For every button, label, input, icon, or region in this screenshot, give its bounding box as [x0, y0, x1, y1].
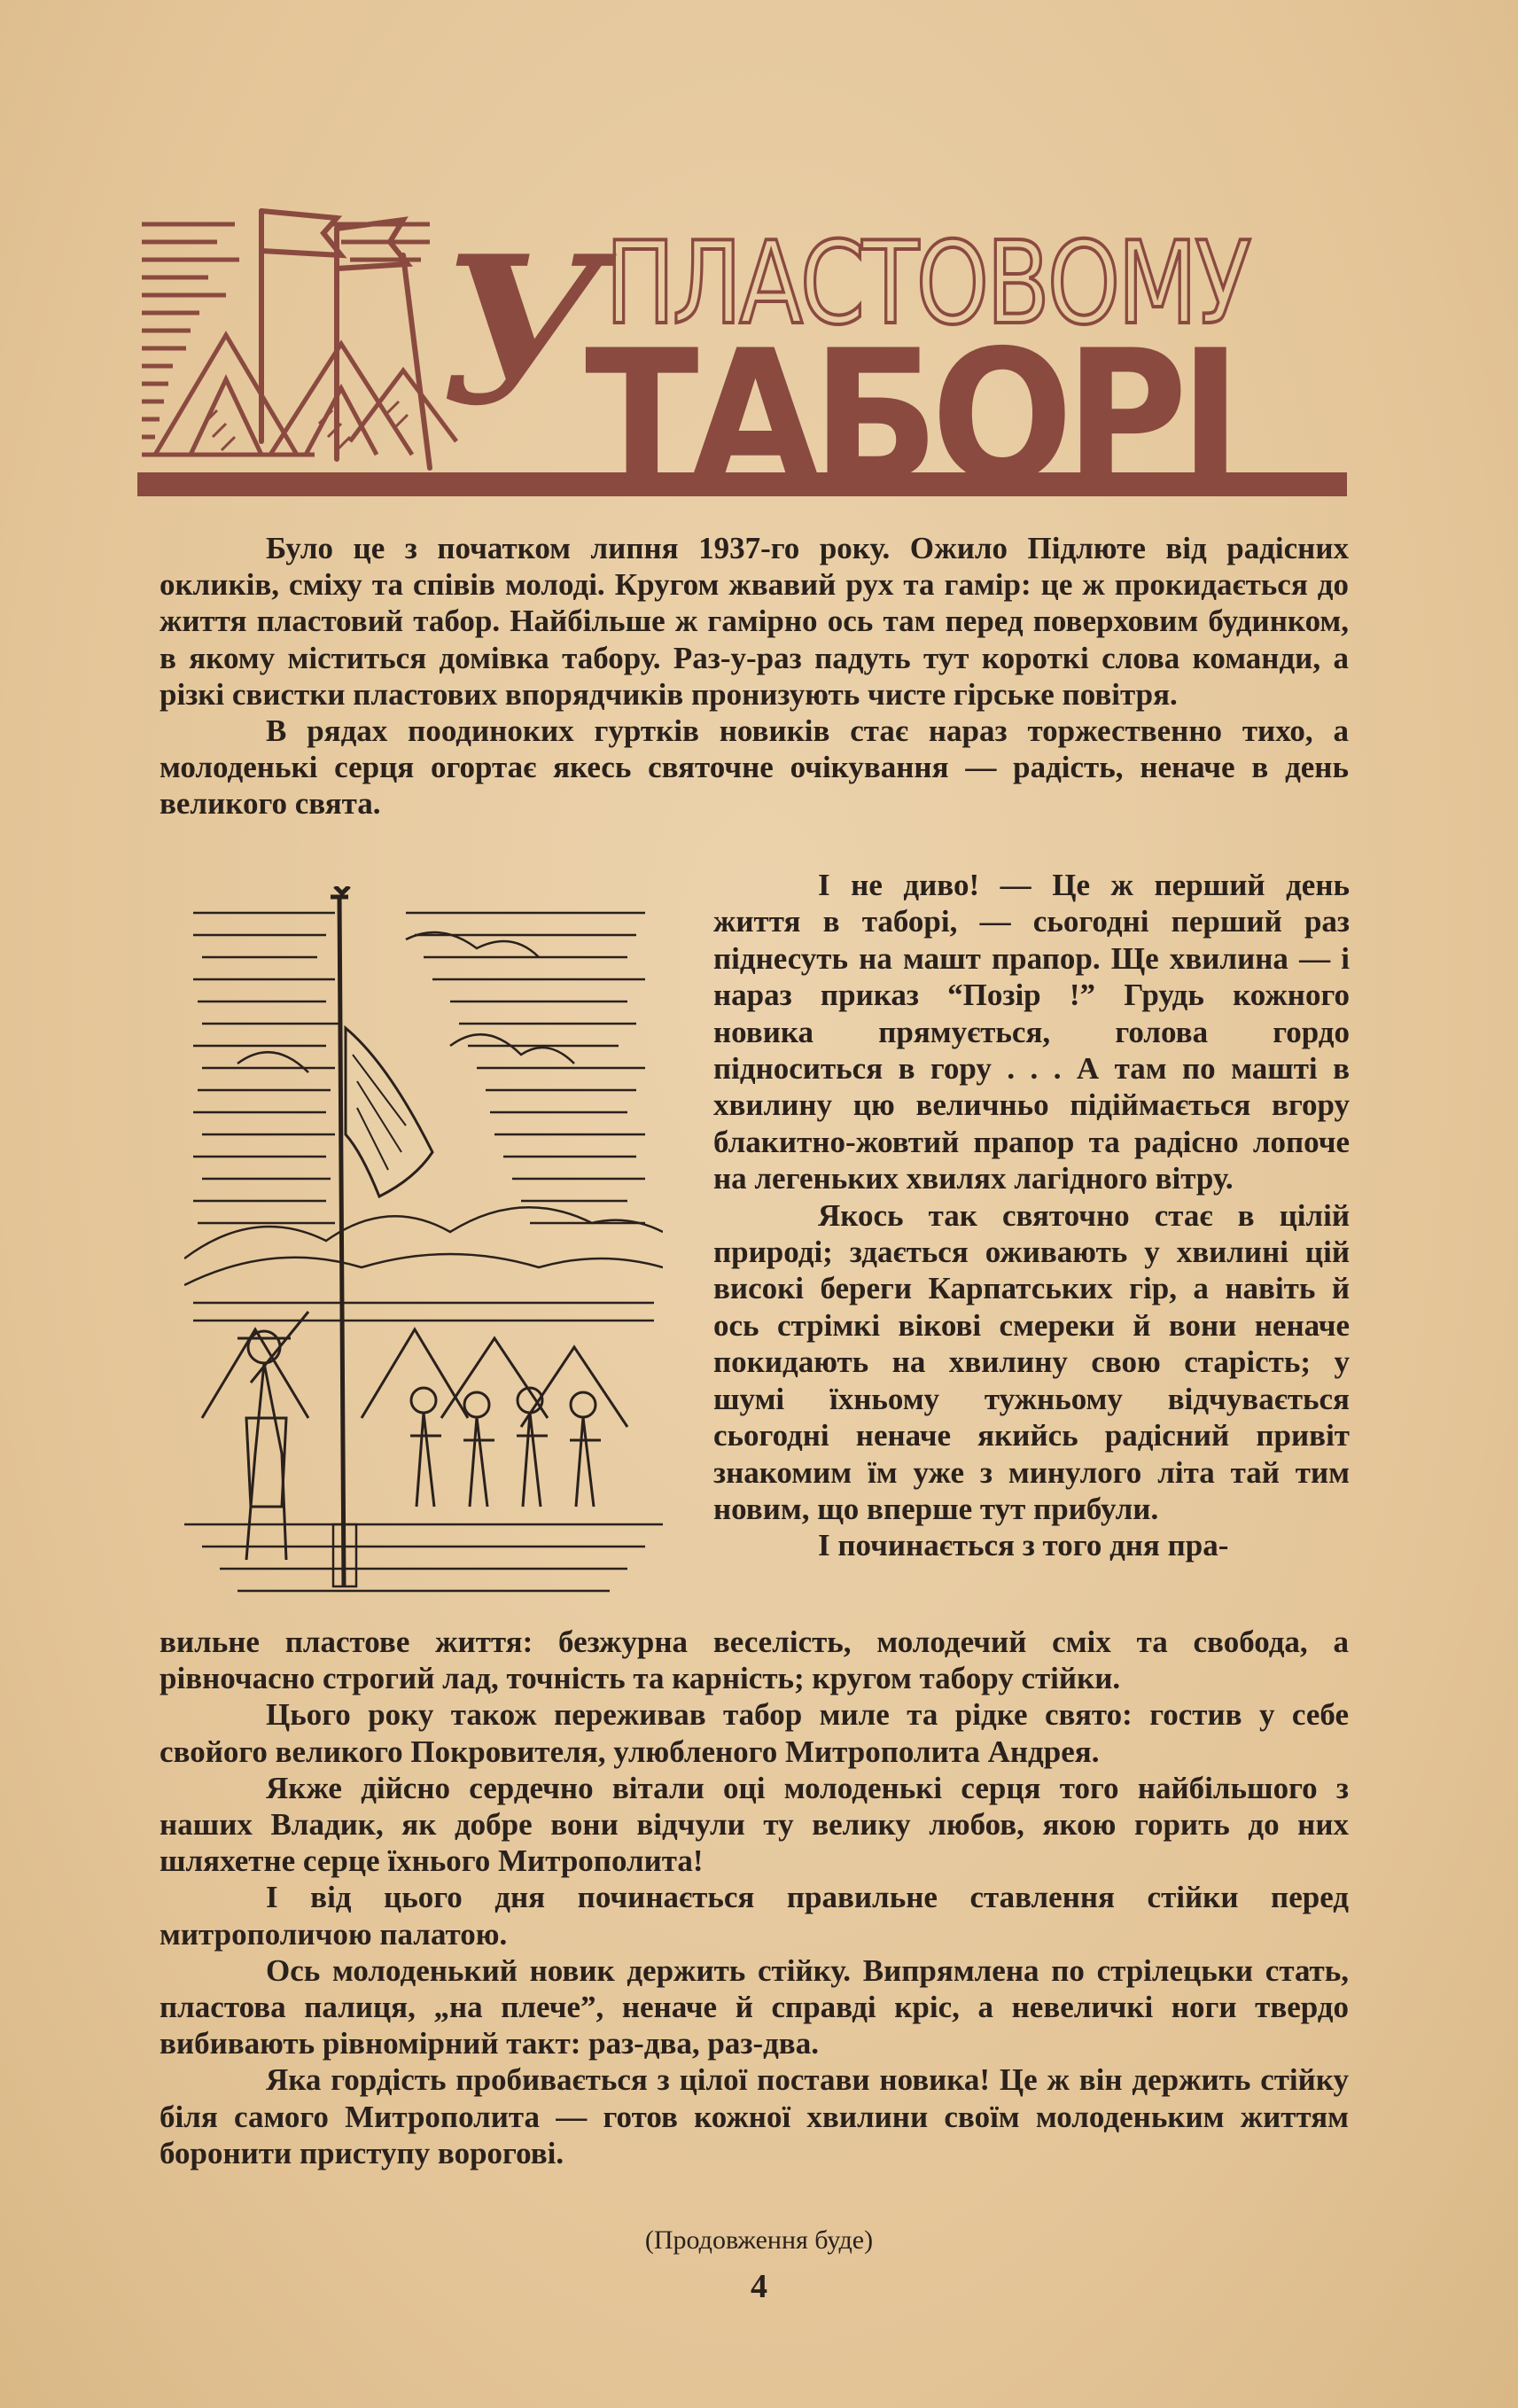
paragraph: Яка гордість пробивається з цілої постави новика! Це ж він держить стійку біля самого Митрополита — готов кожної хвилини своїм молоденьким життям боронити приступу ворогові.: [160, 2062, 1349, 2170]
flag-raising-illustration: [184, 886, 663, 1609]
title-banner: [137, 202, 1347, 523]
paragraph: Ось молоденький новик держить стійку. Випрямлена по стрілецьки стать, пластова палиця, „на плече”, неначе й справді кріс, а невеличкі ноги твердо вибивають рівномірний такт: раз-два, раз-два.: [160, 1952, 1349, 2061]
paragraph: Якже дійсно сердечно вітали оці молоденькі серця того найбільшого з наших Владик, як добре вони відчули ту велику любов, якою горить до них шляхетне серце їхнього Митрополита!: [160, 1770, 1349, 1879]
paragraph: І від цього дня починається правильне ставлення стійки перед митрополичою палатою.: [160, 1880, 1349, 1952]
paragraph: В рядах поодиноких гуртків новиків стає нараз торжественно тихо, а молоденькі серця огортає якесь святочне очікування — радість, неначе в день великого свята.: [160, 713, 1349, 822]
paragraph: вильне пластове життя: безжурна веселість, молодечий сміх та свобода, а рівночасно строгий лад, точність та карність; кругом табору стійки.: [160, 1625, 1349, 1696]
title-letter-u: У: [439, 212, 604, 451]
paragraph: Цього року також переживав табор миле та рідке свято: гостив у себе свойого великого Покровителя, улюбленого Митрополита Андрея.: [160, 1697, 1349, 1769]
page-number: 4: [751, 2268, 767, 2305]
paragraph: Якось так святочно стає в цілій природі; здається оживають у хвилині цій високі береги Карпатських гір, а навіть й ось стрімкі вікові смереки й вони неначе покидають на хвилину свою старість; у шумі їхньому тужньому відчувається сьогодні неначе якийсь радісний привіт знакомим їм уже з минулого літа тай тим новим, що вперше тут прибули.: [713, 1197, 1350, 1526]
flag-raising-camp-illustration-icon: [184, 886, 663, 1609]
title-line-1: ПЛАСТОВОМУ: [605, 218, 1249, 350]
intro-text: [160, 530, 1349, 822]
paragraph: І починається з того дня пра-: [818, 1528, 1229, 1563]
paragraph: І не диво! — Це ж перший день життя в таборі, — сьогодні перший раз піднесуть на машт прапор. Ще хвилина — і нараз приказ “Позір !” Грудь кожного новика прямується, голова гордо підноситься в гору . . . А там по машті в хвилину цю величньо підіймається вгору блакитно-жовтий прапор та радісно лопоче на легеньких хвилях лагідного вітру.: [713, 868, 1350, 1196]
title-line-2: ТАБОРІ: [585, 312, 1234, 523]
paragraph: Було це з початком липня 1937-го року. Ожило Підлюте від радісних окликів, сміху та співів молоді. Кругом жвавий рух та гамір: це ж прокидається до життя пластовий табор. Найбільше ж гамірно ось там перед поверховим будинком, в якому міститься домівка табору. Раз-у-раз падуть тут короткі слова команди, а різкі свистки пластових впорядчиків пронизують чисте гірське повітря.: [160, 531, 1349, 712]
continuation-note: (Продовження буде): [644, 2225, 874, 2255]
column-text: [713, 867, 1350, 1564]
body-text: [160, 1624, 1349, 2171]
